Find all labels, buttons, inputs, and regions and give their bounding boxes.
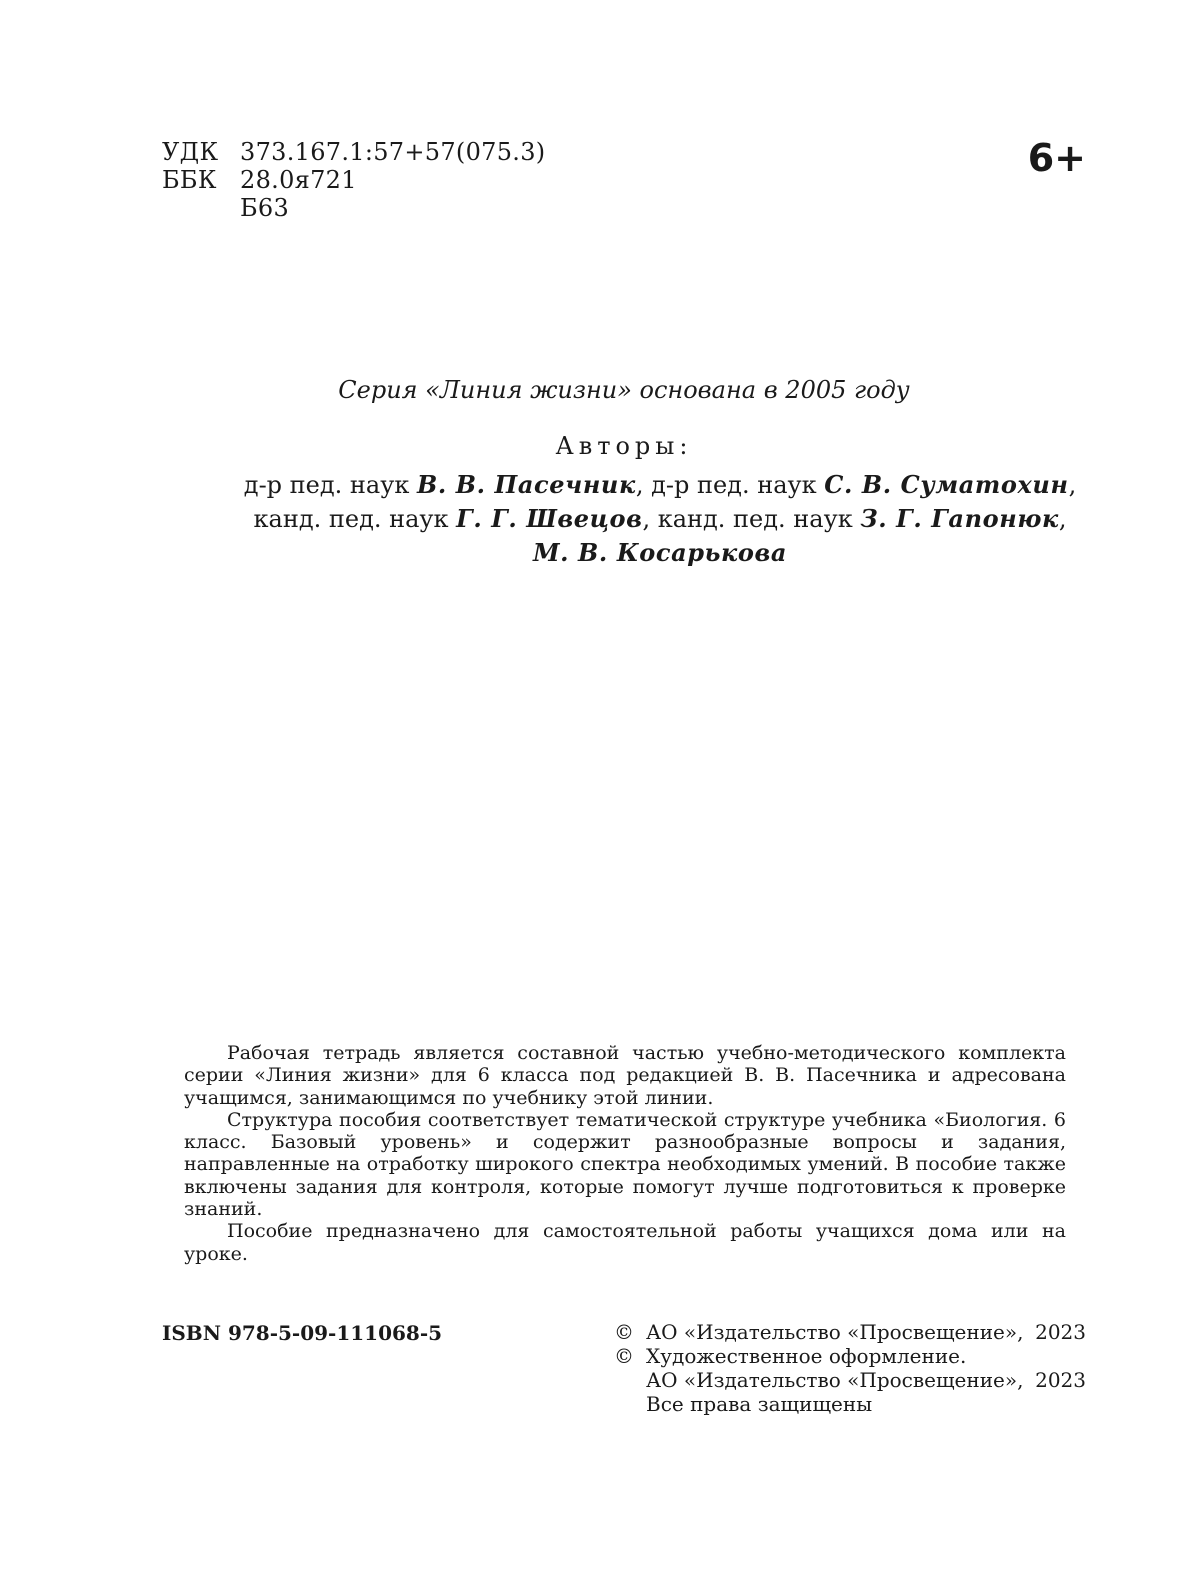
- authors-list: [150, 468, 1170, 570]
- author-title: канд. пед. наук: [253, 505, 457, 533]
- authors-line-2: [150, 502, 1170, 536]
- copyright-icon: ©: [614, 1320, 634, 1344]
- author-separator: ,: [1068, 471, 1077, 499]
- bbk-row: [162, 166, 545, 194]
- series-note: Серия «Линия жизни» основана в 2005 году: [338, 376, 910, 404]
- annotation-paragraph: Пособие предназначено для самостоятельной работы учащихся дома или на уроке.: [184, 1220, 1066, 1265]
- author-name: С. В. Суматохин: [824, 470, 1069, 499]
- author-separator: ,: [642, 505, 658, 533]
- copyright-org: АО «Издательство «Просвещение»,: [646, 1320, 1024, 1344]
- copyright-icon: ©: [614, 1344, 634, 1368]
- author-name: М. В. Косарькова: [532, 538, 788, 567]
- author-separator: ,: [635, 471, 652, 499]
- bbk-label: ББК: [162, 166, 217, 194]
- authors-line-3: [150, 536, 1170, 570]
- copyright-block: [614, 1320, 1086, 1416]
- author-name: З. Г. Гапонюк: [860, 504, 1059, 533]
- author-name: В. В. Пасечник: [416, 470, 636, 499]
- annotation-paragraph: Структура пособия соответствует тематической структуре учебника «Биология. 6 класс. Базовый уровень» и содержит разнообразные вопросы и задания, направленные на отработку широкого спектра необходимых умений. В пособие также включены задания для контроля, которые помогут лучше подготовиться к проверке знаний.: [184, 1108, 1066, 1221]
- authors-heading: Авторы:: [555, 432, 693, 460]
- copyright-year: 2023: [1035, 1320, 1086, 1344]
- bbk-value: 28.0я721: [240, 166, 357, 194]
- author-mark-label: [162, 194, 240, 222]
- author-mark-value: Б63: [240, 194, 290, 222]
- copyright-year: 2023: [1035, 1368, 1086, 1392]
- author-name: Г. Г. Швецов: [456, 504, 643, 533]
- copyright-line-1: [614, 1320, 1086, 1344]
- copyright-line-3: [614, 1368, 1086, 1392]
- annotation: [184, 1042, 1066, 1265]
- copyright-org: АО «Издательство «Просвещение»,: [646, 1368, 1024, 1392]
- copyright-line-2: [614, 1344, 1086, 1368]
- author-separator: ,: [1058, 505, 1067, 533]
- udk-row: [162, 138, 545, 166]
- udk-label: УДК: [162, 138, 219, 166]
- classification-codes: [162, 138, 545, 222]
- isbn: ISBN 978-5-09-111068-5: [162, 1321, 443, 1345]
- age-rating: 6+: [1027, 136, 1086, 180]
- author-title: д-р пед. наук: [243, 471, 417, 499]
- annotation-paragraph: Рабочая тетрадь является составной частью учебно-методического комплекта серии «Линия жизни» для 6 класса под редакцией В. В. Пасечника и адресована учащимся, занимающимся по учебнику этой линии.: [184, 1042, 1066, 1109]
- copyright-design: Художественное оформление.: [646, 1344, 967, 1368]
- author-title: д-р пед. наук: [651, 471, 825, 499]
- authors-line-1: [150, 468, 1170, 502]
- rights-reserved: Все права защищены: [646, 1392, 873, 1416]
- author-mark-row: [162, 194, 545, 222]
- copyright-line-4: [614, 1392, 1086, 1416]
- udk-value: 373.167.1:57+57(075.3): [240, 138, 546, 166]
- author-title: канд. пед. наук: [657, 505, 861, 533]
